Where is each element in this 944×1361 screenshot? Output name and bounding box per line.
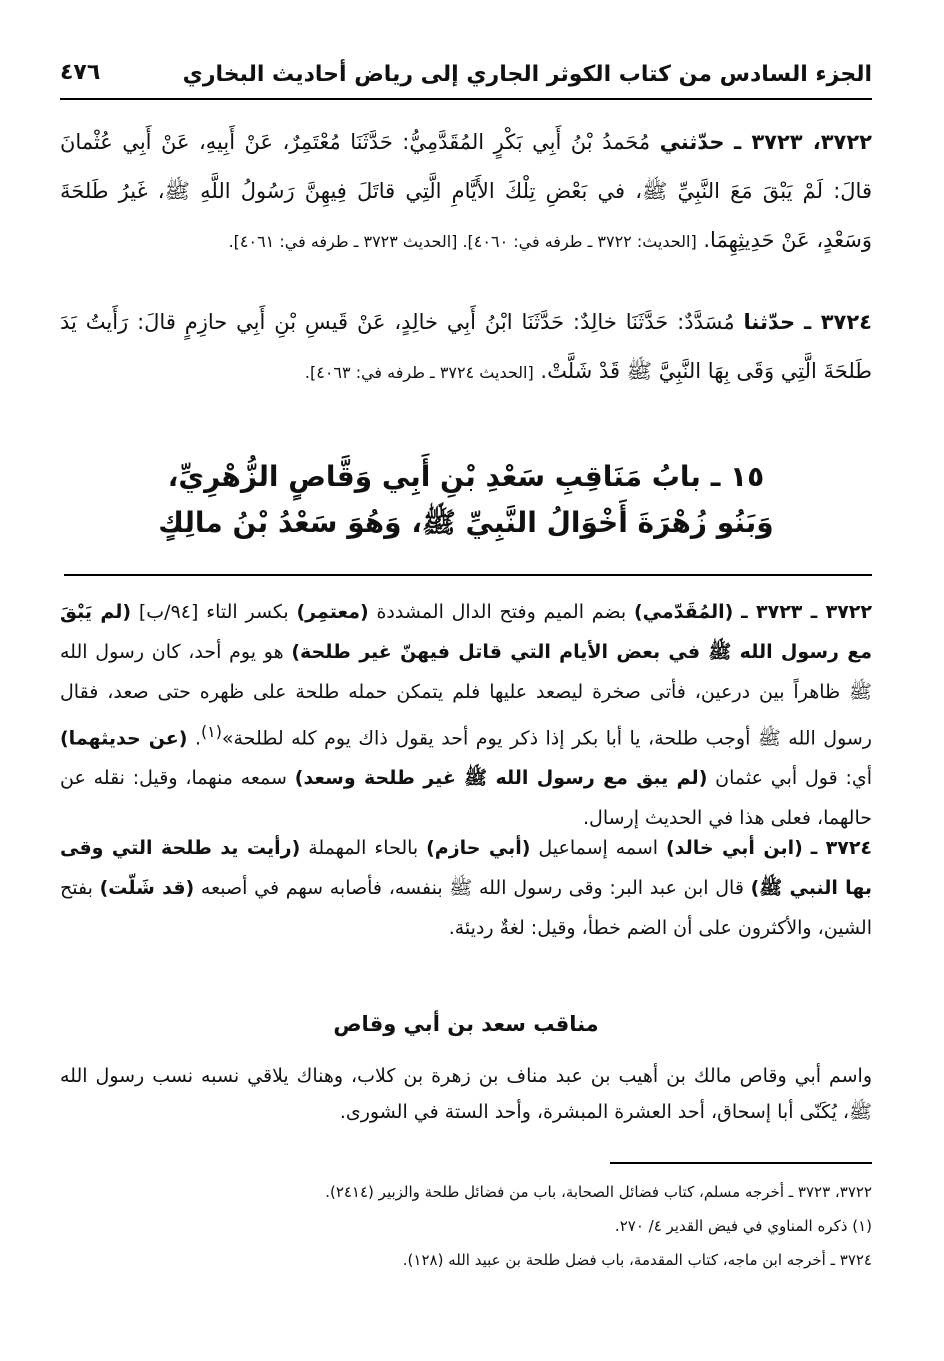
commentary-quote: (لم يبق مع رسول الله ﷺ غير طلحة وسعد) [294, 767, 708, 790]
commentary-text: اسمه إسماعيل [538, 837, 659, 859]
commentary-number: ٣٧٢٢ ـ ٣٧٢٣ ـ [741, 601, 872, 623]
page-number: ٤٧٦ [60, 60, 101, 85]
commentary-text: هو يوم أحد، كان رسول الله ﷺ ظاهراً بين درعين، فأتى صخرة ليصعد عليها فلم يتمكن حمله طلحة على ظهره حتى صعد، فقال رسول الله ﷺ أوجب طلحة، يا أبا بكر إذا ذكر يوم أحد يقول ذاك يوم كله لطلحة» [60, 641, 872, 750]
hadith-reference: [الحديث ٣٧٢٤ ـ طرفه في: ٤٠٦٣]. [304, 363, 534, 382]
commentary-text: بفتح الشين، والأكثرون على أن الضم خطأ، وقيل: لغةٌ رديئة. [60, 877, 872, 939]
chapter-title-line-1: ١٥ ـ بابُ مَنَاقِبِ سَعْدِ بْنِ أَبِي وَقَّاصٍ الزُّهْرِيِّ، [167, 460, 765, 493]
commentary-text: سمعه منهما، وقيل: نقله عن حالهما، فعلى هذا في الحديث إرسال. [60, 767, 872, 830]
hadith-text: مُسَدَّدٌ: حَدَّثَنَا خالِدٌ: حَدَّثَنَا ابْنُ أَبِي خالِدٍ، عَنْ قَيسِ بْنِ أَبِي حازِمٍ قالَ: رَأَيتُ يَدَ طَلحَةَ الَّتِي وَقَى بِهَا النَّبِيَّ ﷺ قَدْ شَلَّتْ. [60, 310, 872, 383]
commentary-3724 [60, 828, 872, 948]
chapter-title [60, 454, 872, 546]
hadith-reference: [الحديث: ٣٧٢٢ ـ طرفه في: ٤٠٦٠]. [الحديث ٣٧٢٣ ـ طرفه في: ٤٠٦١]. [228, 232, 697, 251]
footnote-marker: (١) [200, 722, 222, 741]
commentary-term: (معتمِر) [296, 601, 369, 623]
footnote-rule [610, 1162, 872, 1164]
commentary-term: (ابن أبي خالد) [665, 837, 803, 859]
commentary-term: (المُقَدّمي) [633, 601, 734, 623]
commentary-term: (أبي حازم) [426, 837, 531, 859]
section-separator [64, 574, 872, 576]
hadith-narration-word: حدّثني [659, 130, 725, 154]
commentary-text: بالحاء المهملة [308, 837, 419, 859]
chapter-title-line-2: وَبَنُو زُهْرَةَ أَخْوَالُ النَّبِيِّ ﷺ، وَهُوَ سَعْدُ بْنُ مالِكٍ [158, 506, 774, 539]
commentary-3722-3723 [60, 592, 872, 838]
hadith-text: مُحَمدُ بْنُ أَبِي بَكْرٍ المُقَدَّمِيُّ: حَدَّثَنَا مُعْتَمِرٌ، عَنْ أَبِيهِ، عَنْ أَبِي عُثْمانَ قالَ: لَمْ يَبْقَ مَعَ النَّبِيِّ ﷺ، في بَعْضِ تِلْكَ الأَيَّامِ الَّتِي قاتَلَ فِيهِنَّ رَسُولُ اللَّهِ ﷺ، غَيرُ طَلحَةَ وَسَعْدٍ، عَنْ حَدِيثِهِمَا. [60, 130, 872, 252]
commentary-quote: (رأيت يد طلحة التي وقى بها النبي ﷺ) [60, 837, 872, 899]
hadith-narration-word: حدّثنا [743, 310, 796, 334]
commentary-text: بضم الميم وفتح الدال المشددة [376, 601, 627, 623]
commentary-term: (قد شَلّت) [99, 877, 195, 899]
hadith-3722-3723 [60, 118, 872, 266]
footnote-2: (١) ذكره المناوي في فيض القدير ٤/ ٢٧٠. [614, 1217, 872, 1235]
header-title: الجزء السادس من كتاب الكوثر الجاري إلى رياض أحاديث البخاري [182, 62, 872, 87]
commentary-text: . [194, 727, 201, 750]
commentary-text: بكسر التاء [٩٤/ب] [138, 601, 289, 623]
hadith-3724 [60, 298, 872, 397]
commentary-text: أي: قول أبي عثمان [715, 767, 873, 790]
footnote-3: ٣٧٢٤ ـ أخرجه ابن ماجه، كتاب المقدمة، باب فضل طلحة بن عبيد الله (١٢٨). [402, 1251, 872, 1269]
commentary-term: (عن حديثهما) [60, 727, 188, 750]
section-paragraph: واسم أبي وقاص مالك بن أهيب بن عبد مناف بن زهرة بن كلاب، وهناك يلاقي نسبه نسب رسول الله ﷺ، يُكَنّى أبا إسحاق، أحد العشرة المبشرة، وأحد الستة في الشورى. [60, 1065, 872, 1123]
hadith-number: ٣٧٢٤ ـ [804, 310, 872, 334]
section-heading: مناقب سعد بن أبي وقاص [333, 1012, 599, 1036]
hadith-number: ٣٧٢٢، ٣٧٢٣ ـ [734, 130, 872, 154]
commentary-text: قال ابن عبد البر: وقى رسول الله ﷺ بنفسه، فأصابه سهم في أصبعه [200, 877, 744, 899]
running-header [60, 56, 872, 100]
footnote-1: ٣٧٢٢، ٣٧٢٣ ـ أخرجه مسلم، كتاب فضائل الصحابة، باب من فضائل طلحة والزبير (٢٤١٤). [325, 1183, 872, 1201]
header-rule [60, 98, 872, 100]
commentary-quote: (لم يَبْقَ مع رسول الله ﷺ في بعض الأيام التي قاتل فيهنّ غير طلحة) [60, 601, 872, 663]
commentary-number: ٣٧٢٤ ـ [810, 837, 873, 859]
